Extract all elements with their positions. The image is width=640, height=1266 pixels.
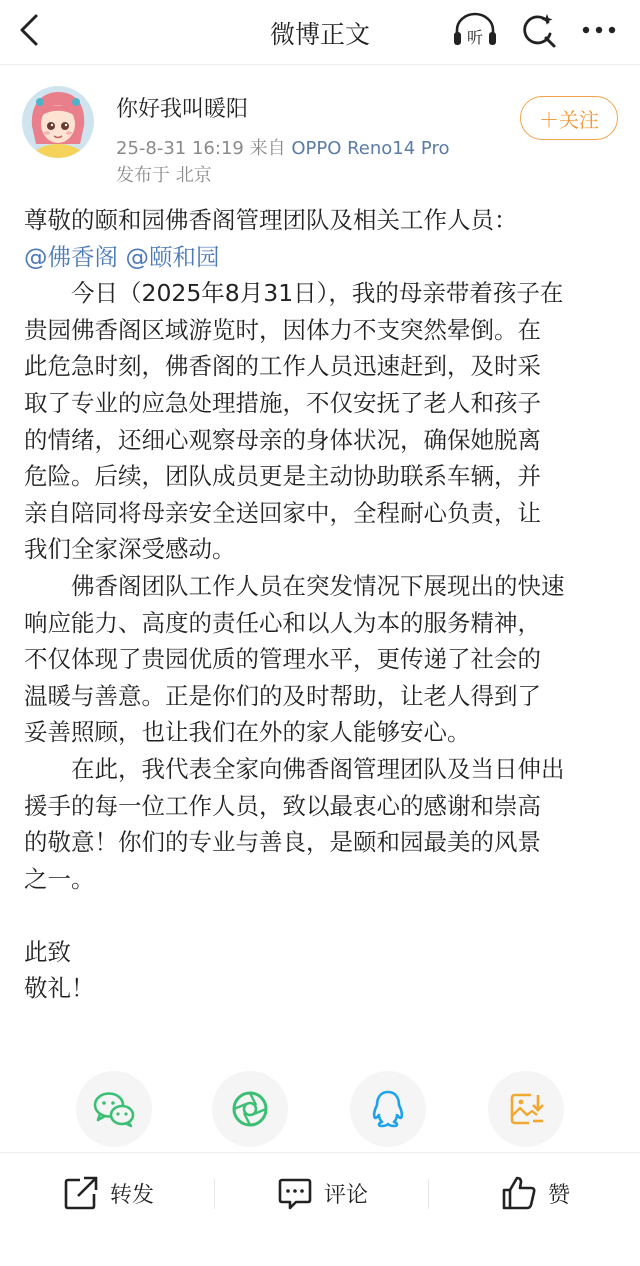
qq-icon [370,1089,406,1129]
wechat-icon [92,1090,136,1128]
more-icon [574,12,624,48]
mention-link[interactable]: @颐和园 [125,242,220,271]
repost-button[interactable] [62,1171,154,1215]
share-qq-button[interactable] [350,1071,426,1147]
closing-line: 此致 [24,937,71,966]
search-button[interactable] [518,10,558,50]
body-line: 贵园佛香阁区域游览时，因体力不支突然晕倒。在 [24,315,541,344]
body-line: 危险。后续，团队成员更是主动协助联系车辆，并 [24,462,541,491]
repost-icon [62,1174,100,1212]
thumbs-up-icon [500,1174,538,1212]
more-button[interactable] [574,12,624,48]
like-label: 赞 [548,1182,571,1208]
author-name[interactable]: 你好我叫暖阳 [116,97,249,122]
avatar-illustration [22,86,94,158]
body-line: 温暖与善意。正是你们的及时帮助，让老人得到了 [24,681,541,710]
salutation: 尊敬的颐和园佛香阁管理团队及相关工作人员： [24,206,518,234]
search-icon [518,10,558,50]
action-divider [428,1179,429,1209]
post-meta [116,134,449,160]
body-line: 佛香阁团队工作人员在突发情况下展现出的快速 [71,571,565,600]
listen-glyph: 听 [466,28,484,47]
body-line: 此危急时刻，佛香阁的工作人员迅速赶到，及时采 [24,352,541,381]
repost-label: 转发 [110,1182,155,1208]
device-link[interactable]: OPPO Reno14 Pro [291,138,450,159]
mentions-line [24,239,620,276]
bottom-action-bar [0,1152,640,1266]
comment-button[interactable] [276,1171,368,1215]
body-line: 妥善照顾，也让我们在外的家人能够安心。 [24,718,471,747]
closing-line: 敬礼！ [24,974,95,1003]
post-time: 25-8-31 16:19 [116,138,244,159]
share-moments-button[interactable] [212,1071,288,1147]
page-title: 微博正文 [269,20,370,49]
follow-button[interactable]: ＋关注 [520,96,618,140]
moments-icon [230,1089,270,1129]
source-prefix: 来自 [249,138,286,159]
save-image-button[interactable] [488,1071,564,1147]
body-line: 的情绪，还细心观察母亲的身体状况，确保她脱离 [24,425,541,454]
save-image-icon [507,1090,545,1128]
body-line: 响应能力、高度的责任心和以人为本的服务精神， [24,608,541,637]
avatar[interactable] [22,86,94,158]
share-wechat-button[interactable] [76,1071,152,1147]
body-line: 之一。 [24,864,95,893]
listen-button[interactable] [452,10,498,50]
action-divider [214,1179,215,1209]
post-location: 发布于 北京 [116,165,212,186]
body-line: 取了专业的应急处理措施，不仅安抚了老人和孩子 [24,388,541,417]
body-line: 在此，我代表全家向佛香阁管理团队及当日伸出 [71,754,565,783]
top-nav-bar [0,0,640,64]
headphones-icon [452,10,498,50]
like-button[interactable] [500,1171,570,1215]
body-line: 援手的每一位工作人员，致以最衷心的感谢和崇高 [24,791,541,820]
body-line: 今日（2025年8月31日），我的母亲带着孩子在 [71,279,564,308]
spacer [24,897,620,934]
body-line: 不仅体现了贵园优质的管理水平，更传递了社会的 [24,645,541,674]
comment-label: 评论 [324,1182,369,1208]
nav-divider [0,64,640,65]
body-line: 的敬意！你们的专业与善良，是颐和园最美的风景 [24,828,541,857]
mention-link[interactable]: @佛香阁 [24,242,118,271]
body-line: 亲自陪同将母亲安全送回家中，全程耐心负责，让 [24,498,541,527]
comment-icon [276,1174,314,1212]
post-body [24,202,620,1007]
body-line: 我们全家深受感动。 [24,535,236,564]
